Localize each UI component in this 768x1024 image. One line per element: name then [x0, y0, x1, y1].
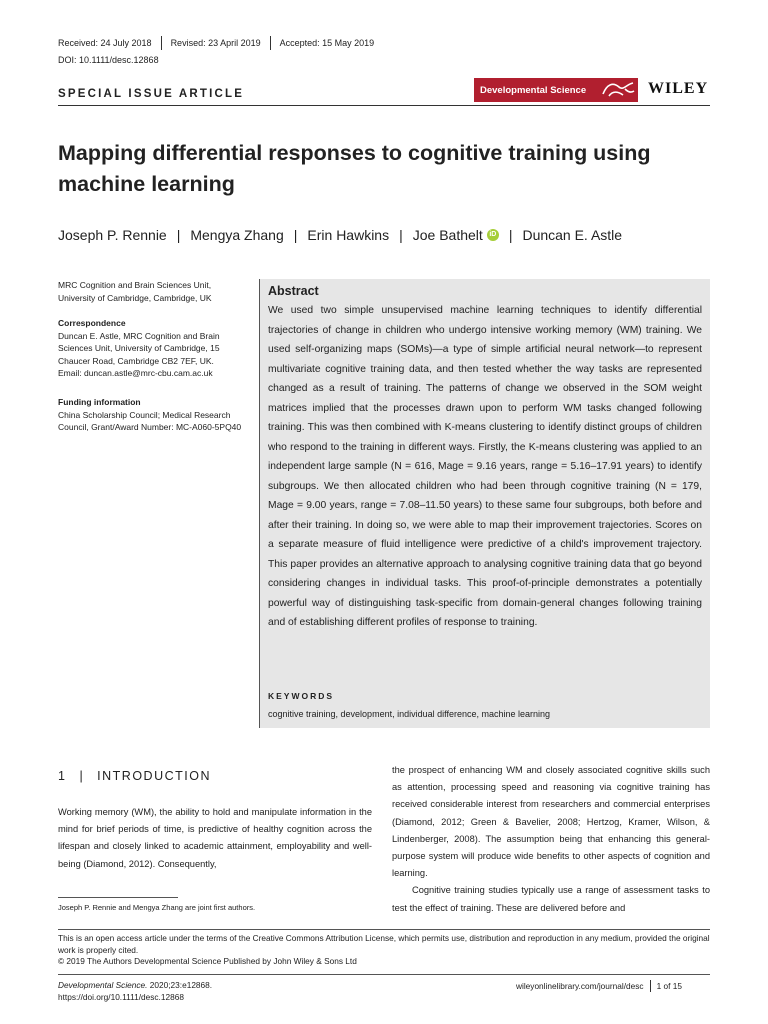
correspondence-address: Duncan E. Astle, MRC Cognition and Brain Sciences Unit, University of Cambridge, 15 Chaucer Road, Cambridge CB2 7EF, UK. [58, 330, 220, 366]
license-block [58, 933, 710, 968]
journal-name: Developmental Science [480, 84, 587, 96]
date-divider [161, 36, 162, 50]
page-number: 1 of 15 [656, 981, 682, 991]
orcid-icon[interactable]: iD [487, 229, 499, 241]
publisher-logo[interactable]: WILEY [648, 80, 709, 97]
author-name[interactable]: Joe Bathelt [412, 227, 483, 243]
revised-date: Revised: 23 April 2019 [170, 38, 261, 48]
section-divider: | [79, 769, 85, 783]
section-title: INTRODUCTION [97, 769, 211, 783]
body-paragraph: the prospect of enhancing WM and closely associated cognitive skills such as attention, processing speed and reasoning via cognitive training has received considerable interest from researchers and commercial enterprises (Diamond, 2012; Green & Bavelier, 2008; Hertzog, Kramer, Wilson, & Lindenberger, 2008). The assumption being that enhancing this general-purpose system will produce wide benefits to other aspects of cognition and learning. [392, 765, 710, 879]
keywords-list: cognitive training, development, individual difference, machine learning [268, 709, 551, 719]
author-name[interactable]: Duncan E. Astle [522, 227, 623, 243]
footnote: Joseph P. Rennie and Mengya Zhang are joint first authors. [58, 903, 256, 912]
author-list [58, 227, 622, 243]
article-dates [58, 36, 374, 50]
doi[interactable]: DOI: 10.1111/desc.12868 [58, 55, 159, 65]
author-name[interactable]: Joseph P. Rennie [58, 227, 167, 243]
author-separator: | [176, 227, 181, 243]
keywords-heading: KEYWORDS [268, 691, 335, 701]
abstract-heading: Abstract [268, 284, 319, 298]
header-rule [58, 105, 710, 106]
abstract-box [259, 279, 710, 728]
section-number: 1 [58, 769, 67, 783]
citation [58, 980, 212, 1003]
dragon-emblem-icon [598, 78, 638, 102]
article-title: Mapping differential responses to cognitive training using machine learning [58, 141, 651, 196]
funding-block [58, 396, 248, 434]
footer-divider [650, 980, 651, 992]
footer-rule [58, 974, 710, 975]
correspondence-heading: Correspondence [58, 318, 126, 328]
author-separator: | [399, 227, 403, 243]
footer-right [516, 980, 682, 992]
date-divider [270, 36, 271, 50]
body-paragraph: Cognitive training studies typically use a range of assessment tasks to test the effect of training. These are delivered before and [392, 885, 710, 913]
citation-doi-link[interactable]: https://doi.org/10.1111/desc.12868 [58, 991, 184, 1002]
abstract-text: We used two simple unsupervised machine learning techniques to identify differential trajectories of change in children who undergo intensive working memory (WM) training. We used self-organizing maps (SOMs)—a type of simple artificial neural network—to represent multivariate cognitive training data, and then tested whether the way tasks are represented changed as a result of training. The patterns of change we observed in the SOM weight matrices implied that the processes drawn upon to perform WM tasks changed following training. This was then combined with K-means clustering to identify distinct groups of children who respond to the training in different ways. Firstly, the K-means clustering was applied to an independent large sample (N = 616, Mage = 9.16 years, range = 5.16–17.91 years) to identify subgroups. We then allocated children who had been through cognitive training (N = 179, Mage = 9.00 years, range = 7.08–11.50 years) to these same four subgroups, both before and after their training. In doing so, we were able to map their improvement trajectories. Scores on a separate measure of fluid intelligence were predictive of a child's improvement trajectory. This paper provides an alternative approach to analysing cognitive training data that go beyond considering changes in individual tasks. This proof-of-principle demonstrates a potentially powerful way of distinguishing task-specific from domain-general changes following training and of establishing different profiles of response to training. [268, 305, 702, 628]
journal-url-link[interactable]: wileyonlinelibrary.com/journal/desc [516, 981, 644, 991]
body-column-left: Working memory (WM), the ability to hold and manipulate information in the mind for brief periods of time, is predictive of healthy cognition across the lifespan and closely linked to academic attainment, employability and well-being (Diamond, 2012). Consequently, [58, 807, 372, 869]
body-column-right [392, 762, 710, 917]
author-separator: | [293, 227, 298, 243]
citation-journal: Developmental Science. [58, 980, 148, 990]
received-date: Received: 24 July 2018 [58, 38, 152, 48]
author-name[interactable]: Erin Hawkins [307, 227, 390, 243]
license-text: This is an open access article under the terms of the Creative Commons Attribution License, which permits use, distribution and reproduction in any medium, provided the original work is properly cited. [58, 933, 710, 955]
footnote-rule [58, 897, 178, 898]
copyright-text: © 2019 The Authors Developmental Science Published by John Wiley & Sons Ltd [58, 956, 357, 966]
article-type: SPECIAL ISSUE ARTICLE [58, 88, 245, 100]
correspondence-block [58, 317, 248, 380]
section-heading [58, 769, 211, 783]
journal-logo[interactable] [474, 78, 638, 102]
funding-heading: Funding information [58, 397, 141, 407]
accepted-date: Accepted: 15 May 2019 [279, 38, 375, 48]
citation-volume: 2020;23:e12868. [149, 980, 213, 990]
correspondence-email[interactable]: Email: duncan.astle@mrc-cbu.cam.ac.uk [58, 368, 213, 378]
affiliation: MRC Cognition and Brain Sciences Unit, University of Cambridge, Cambridge, UK [58, 280, 212, 303]
license-rule [58, 929, 710, 930]
funding-text: China Scholarship Council; Medical Research Council, Grant/Award Number: MC-A060-5PQ40 [58, 409, 242, 432]
author-separator: | [508, 227, 513, 243]
author-name[interactable]: Mengya Zhang [190, 227, 284, 243]
